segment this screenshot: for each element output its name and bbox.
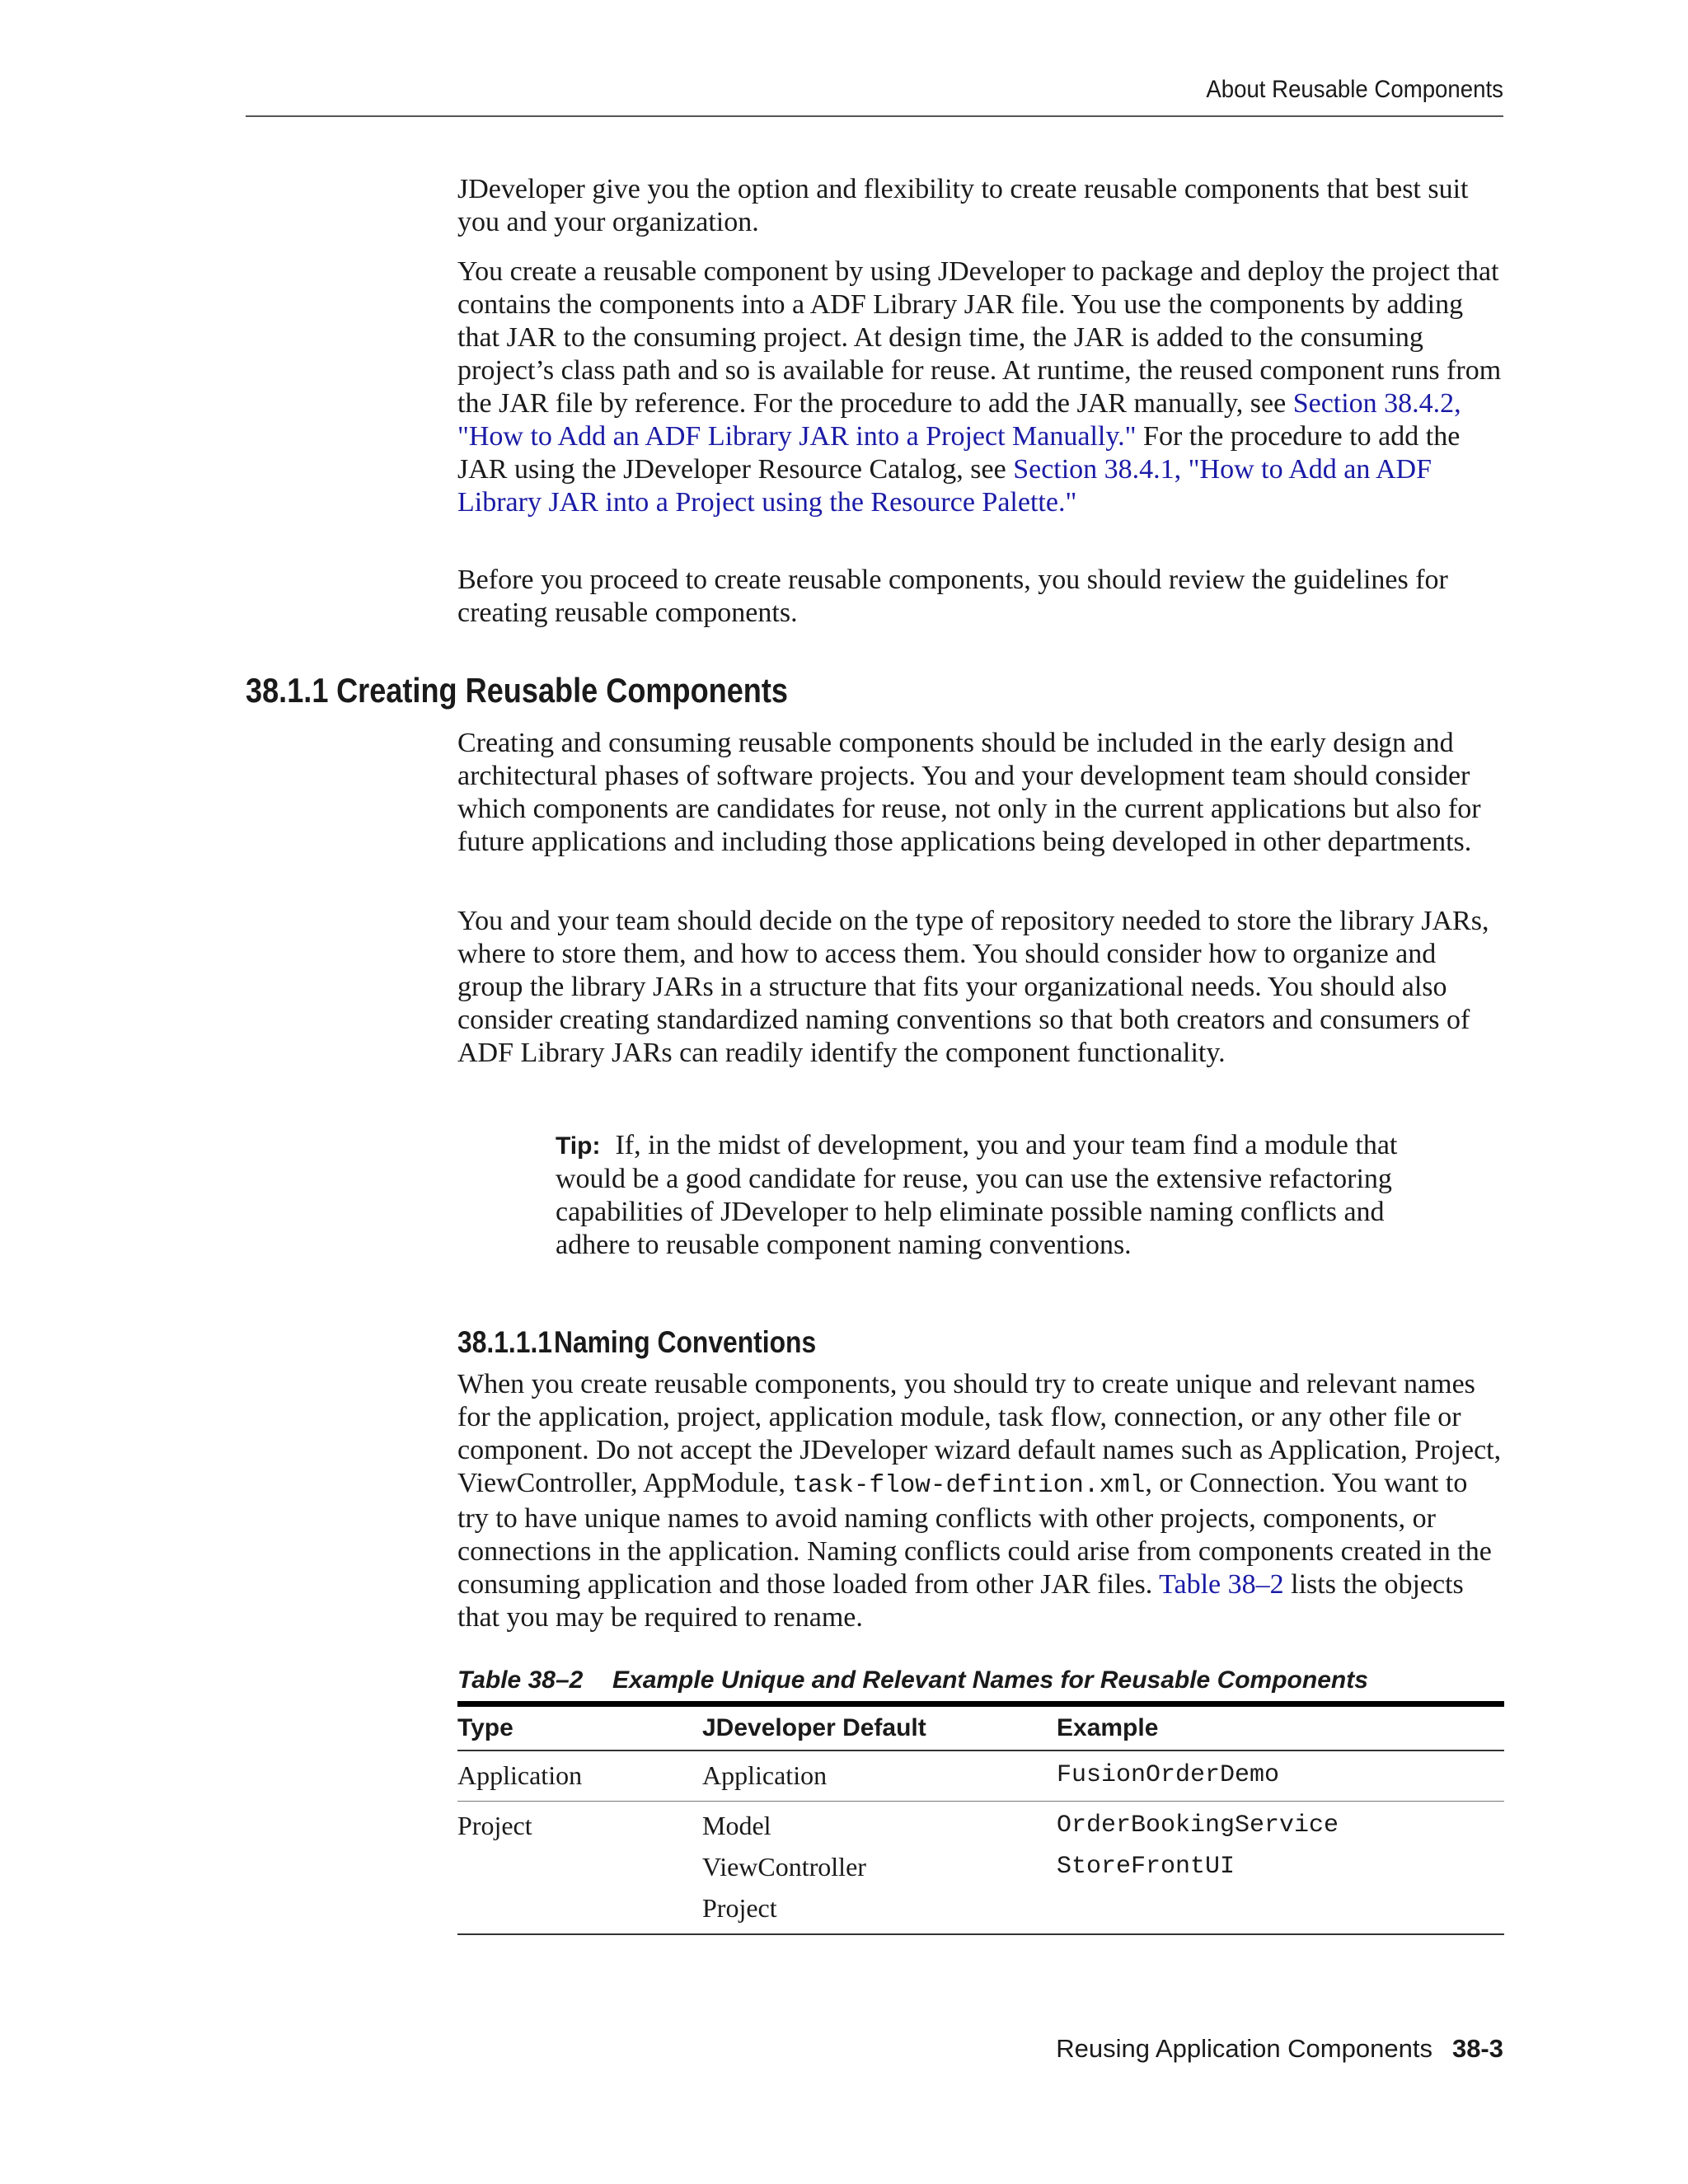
- section-paragraph-2-block: [457, 905, 1504, 1070]
- intro-paragraph-2-text-b: For the procedure to add the JAR using the JDeveloper Resource Catalog, see: [457, 421, 1461, 485]
- running-header-title: About Reusable Components: [1206, 76, 1503, 103]
- subsection-paragraph-block: [457, 1368, 1504, 1634]
- table-cell-default: [702, 1750, 1057, 1802]
- intro-paragraph-1: JDeveloper give you the option and flexibility to create reusable components that best suit you and your organization.: [457, 174, 1469, 237]
- link-section-38-4-1[interactable]: Section 38.4.1, "How to Add an ADF Library JAR into a Project using the Resource Palette.": [457, 454, 1432, 518]
- table-row: [457, 1802, 1504, 1935]
- example-name: OrderBookingService: [1057, 1811, 1339, 1840]
- intro-paragraph-2-text-a: You create a reusable component by using JDeveloper to package and deploy the project that contains the components into a ADF Library JAR file. You use the components by adding that JAR to the consuming project. At design time, the JAR is added to the consuming project’s class path and so is available for reuse. At runtime, the reused component runs from the JAR file by reference. For the procedure to add the JAR manually, see: [457, 256, 1502, 419]
- page-header: [246, 73, 1503, 117]
- footer-title: Reusing Application Components: [1056, 2034, 1432, 2063]
- section-heading: [246, 671, 788, 710]
- table-header-row: [457, 1704, 1504, 1751]
- page-number: 38-3: [1451, 2034, 1503, 2063]
- table-cell-type: Application: [457, 1750, 702, 1802]
- example-name: FusionOrderDemo: [1057, 1761, 1280, 1789]
- section-paragraph-1-block: [457, 727, 1504, 859]
- subsection-title: Naming Conventions: [553, 1325, 817, 1359]
- subsection-text-a: When you create reusable components, you should try to create unique and relevant names for the application, project, application module, task flow, connection, or any other file or component. Do not accept the JDeveloper wizard default names such as Application, Project, ViewController, AppModule,: [457, 1369, 1502, 1498]
- table-cell-example: [1057, 1802, 1504, 1935]
- tip-label: Tip:: [556, 1132, 601, 1160]
- intro-paragraph-3-block: [457, 564, 1504, 630]
- table-cell-type: Project: [457, 1811, 532, 1840]
- tip-text: If, in the midst of development, you and your team find a module that would be a good candidate for reuse, you can use the extensive refactoring capabilities of JDeveloper to help eliminate possible naming conflicts and adhere to reusable component naming conventions.: [556, 1130, 1398, 1260]
- table-header-default: JDeveloper Default: [702, 1704, 1057, 1751]
- intro-paragraph-3: Before you proceed to create reusable components, you should review the guidelines for creating reusable components.: [457, 565, 1448, 628]
- intro-paragraph-2-block: [457, 255, 1504, 519]
- subsection-text-b: , or Connection. You want to try to have unique names to avoid naming conflicts with other projects, components, or connections in the application. Naming conflicts could arise from components created in the consuming application and those loaded from other JAR files.: [457, 1468, 1492, 1600]
- section-paragraph-1: Creating and consuming reusable components should be included in the early design and architectural phases of software projects. You and your development team should consider which components are candidates for reuse, not only in the current applications but also for future applications and including those applications being developed in other departments.: [457, 728, 1481, 857]
- code-filename: task-flow-defintion.xml: [792, 1471, 1146, 1500]
- subsection-heading: [457, 1325, 816, 1360]
- section-paragraph-2: You and your team should decide on the type of repository needed to store the library JARs, where to store them, and how to access them. You should consider how to organize and group the library JARs in a structure that fits your organizational needs. You should also consider creating standardized naming conventions so that both creators and consumers of ADF Library JARs can readily identify the component functionality.: [457, 906, 1489, 1068]
- table-caption: [457, 1666, 1368, 1694]
- table-caption-title: Example Unique and Relevant Names for Reusable Components: [612, 1666, 1368, 1694]
- example-name: StoreFrontUI: [1057, 1853, 1236, 1881]
- subsection-text-c: lists the objects that you may be required to rename.: [457, 1569, 1464, 1633]
- intro-paragraph-1-block: [457, 173, 1504, 239]
- section-title: Creating Reusable Components: [336, 671, 788, 710]
- table-header-type: Type: [457, 1704, 702, 1751]
- default-name: ViewController: [702, 1852, 866, 1882]
- default-name: Project: [702, 1893, 777, 1923]
- subsection-number: 38.1.1.1: [457, 1325, 553, 1359]
- default-name: Application: [702, 1760, 828, 1790]
- table-cell-default: [702, 1802, 1057, 1935]
- table-row: [457, 1750, 1504, 1802]
- table-caption-number: Table 38–2: [457, 1666, 584, 1694]
- link-table-38-2[interactable]: Table 38–2: [1159, 1569, 1284, 1600]
- table-cell-example: [1057, 1750, 1504, 1802]
- names-table: [457, 1701, 1504, 1935]
- page-footer: [1056, 2034, 1503, 2064]
- subsection-paragraph: [457, 1368, 1504, 1634]
- intro-paragraph-2: [457, 255, 1504, 519]
- table-header-example: Example: [1057, 1704, 1504, 1751]
- section-number: 38.1.1: [246, 671, 329, 710]
- default-name: Model: [702, 1811, 771, 1840]
- tip-note: [556, 1129, 1413, 1262]
- link-section-38-4-2[interactable]: Section 38.4.2, "How to Add an ADF Library JAR into a Project Manually.": [457, 388, 1461, 452]
